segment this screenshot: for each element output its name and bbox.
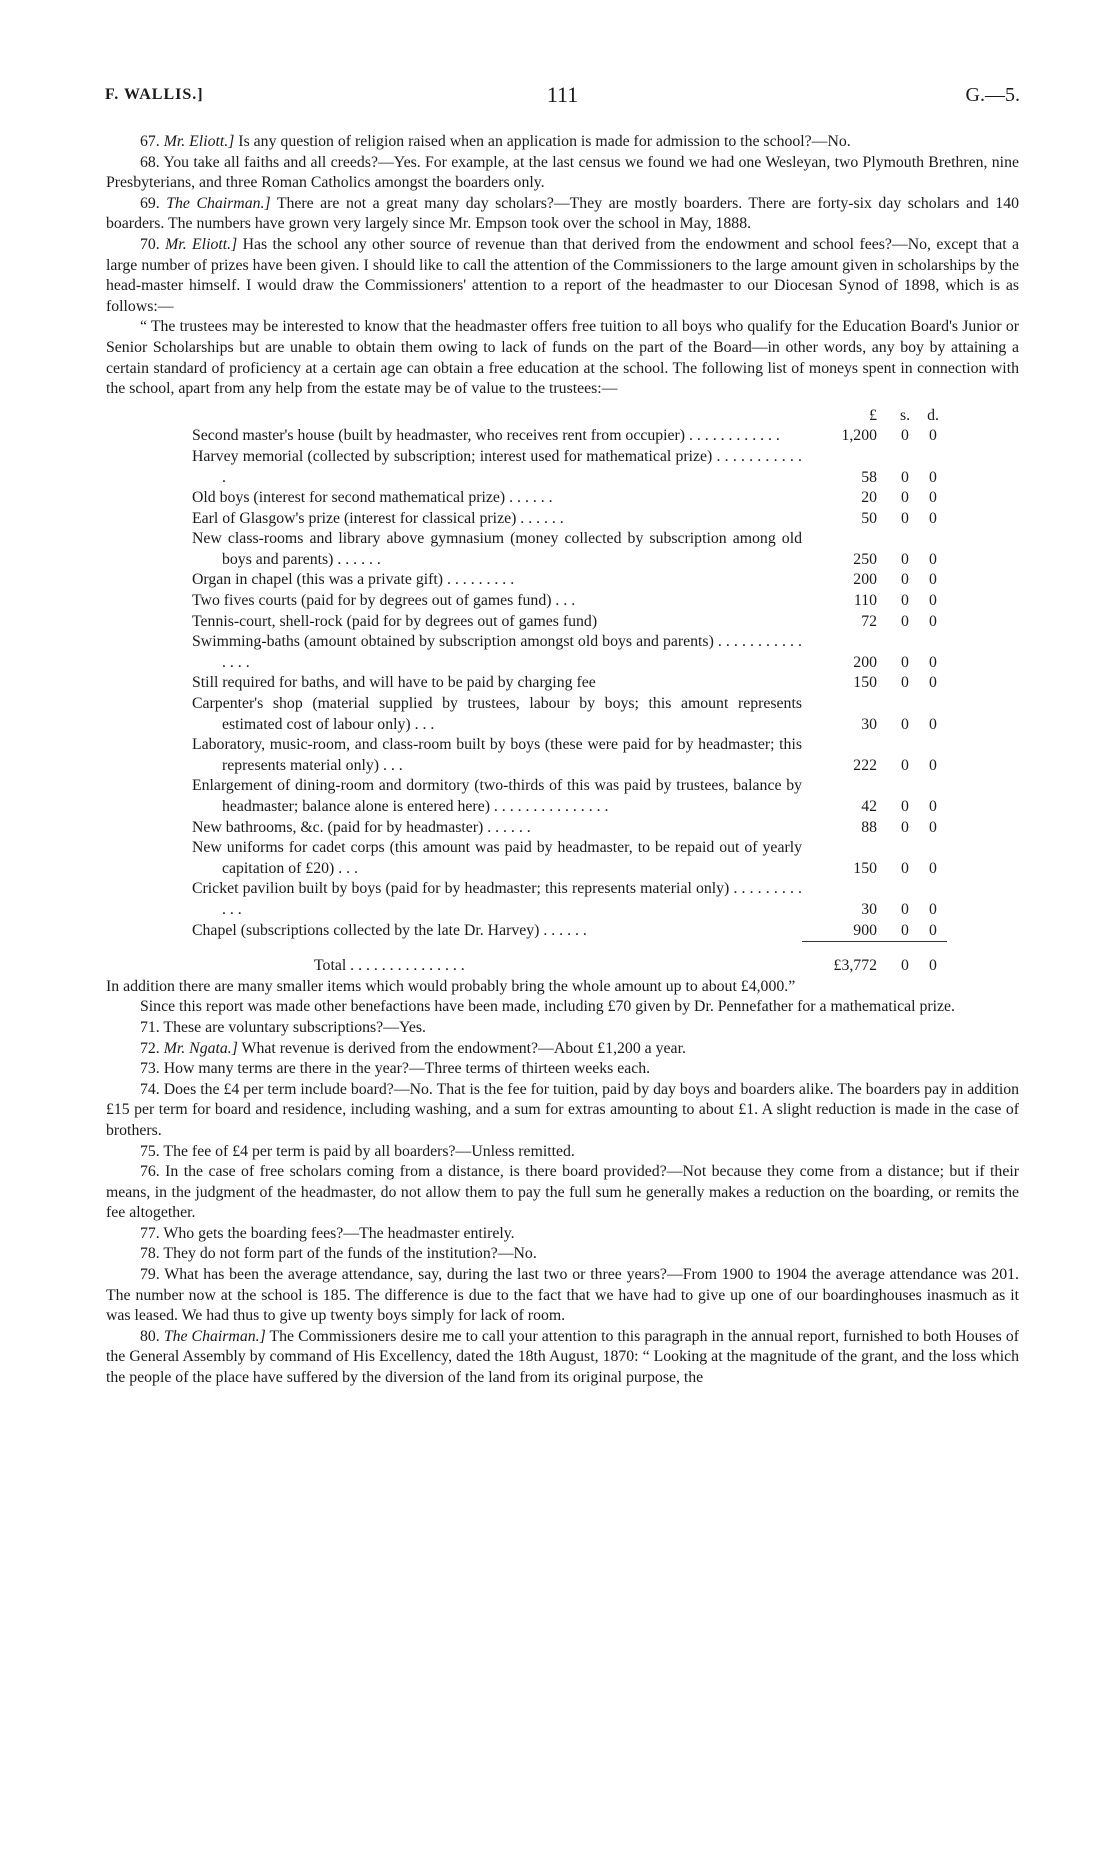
paragraph-text: Who gets the boarding fees?—The headmaster entirely. (163, 1224, 515, 1242)
item-description: Earl of Glasgow's prize (interest for classical prize) . . . . . . (192, 509, 564, 527)
amount-shillings: 0 (901, 921, 909, 939)
item-description: Carpenter's shop (material supplied by trustees, labour by boys; this amount represents estimated cost of labour only) . . . (192, 695, 802, 733)
paragraph-number: 73. (140, 1060, 160, 1078)
paragraph-73 (106, 1059, 1019, 1080)
amount-pounds: 30 (861, 715, 877, 733)
moneys-table (192, 406, 947, 977)
amount-pounds: 200 (853, 571, 877, 589)
amount-shillings: 0 (901, 550, 909, 568)
item-description: Cricket pavilion built by boys (paid for by headmaster; this represents material only) . . . . . . . . . . . . (192, 880, 802, 918)
item-description: Enlargement of dining-room and dormitory (two-thirds of this was paid by trustees, balance by headmaster; balance alone is entered here) . . . . . . . . . . . . . . . (192, 777, 802, 815)
paragraph-text: The Commissioners desire me to call your attention to this paragraph in the annual report, furnished to both Houses of the General Assembly by command of His Excellency, dated the 18th August, 1870: “ Looking at the magnitude of the grant, and the loss which the people of the place have suffered by the diversion of the land from its original purpose, the (106, 1327, 1019, 1387)
item-description: Two fives courts (paid for by degrees out of games fund) . . . (192, 592, 576, 610)
paragraph-76 (106, 1162, 1019, 1224)
table-row (192, 921, 947, 942)
page-body (106, 132, 1019, 1389)
after-quote: Since this report was made other benefactions have been made, including £70 given by Dr. Pennefather for a mathematical prize. (140, 998, 956, 1016)
paragraph-text: What revenue is derived from the endowment?—About £1,200 a year. (237, 1039, 686, 1057)
amount-pounds: 150 (853, 859, 877, 877)
table-row (192, 632, 947, 673)
paragraph-number: 80. (140, 1327, 160, 1345)
amount-shillings: 0 (901, 653, 909, 671)
amount-pence: 0 (929, 550, 937, 568)
amount-pence: 0 (929, 571, 937, 589)
item-description: Tennis-court, shell-rock (paid for by degrees out of games fund) (192, 612, 598, 630)
amount-pence: 0 (929, 715, 937, 733)
table-row (192, 447, 947, 488)
amount-shillings: 0 (901, 900, 909, 918)
table-row (192, 776, 947, 817)
paragraph-text: Has the school any other source of revenue than that derived from the endowment and school fees?—No, except that a large number of prizes have been given. I should like to call the attention of the Commissioners to the large amount given in scholarships by the head-master himself. I would draw the Commissioners' attention to a report of the headmaster to our Diocesan Synod of 1898, which is as follows:— (106, 235, 1020, 315)
paragraph-number: 68. (140, 153, 160, 171)
item-description: Laboratory, music-room, and class-room built by boys (these were paid for by headmaster; this represents material only) . . . (192, 736, 802, 774)
speaker-name: Mr. Eliott.] (165, 235, 238, 253)
paragraph-80 (106, 1327, 1019, 1389)
paragraph-text: There are not a great many day scholars?—They are mostly boarders. There are forty-six day scholars and 140 boarders. The numbers have grown very largely since Mr. Empson took over the school in May, 1888. (106, 194, 1019, 233)
paragraph-number: 70. (140, 235, 160, 253)
table-row (192, 612, 947, 633)
amount-shillings: 0 (901, 468, 909, 486)
amount-pence: 0 (929, 612, 937, 630)
item-description: Chapel (subscriptions collected by the late Dr. Harvey) . . . . . . (192, 922, 587, 940)
item-description: Harvey memorial (collected by subscription; interest used for mathematical prize) . . . . . . . . . . . . (192, 447, 802, 486)
amount-pence: 0 (929, 756, 937, 774)
amount-shillings: 0 (901, 715, 909, 733)
col-pounds-header: £ (869, 406, 877, 424)
amount-pence: 0 (929, 859, 937, 877)
table-row (192, 591, 947, 612)
total-shillings: 0 (891, 942, 919, 977)
item-description: Still required for baths, and will have to be paid by charging fee (192, 674, 596, 692)
paragraph-text: You take all faiths and all creeds?—Yes. For example, at the last census we found we had one Wesleyan, two Plymouth Brethren, nine Presbyterians, and three Roman Catholics amongst the boarders only. (106, 153, 1019, 192)
paragraph-text: In the case of free scholars coming from a distance, is there board provided?—Not because they come from a distance; but if their means, in the judgment of the headmaster, do not allow them to pay the full sum he generally makes a reduction on the boarding, or remits the fee altogether. (106, 1163, 1019, 1222)
page-number: 111 (546, 82, 579, 107)
table-row (192, 673, 947, 694)
total-row (192, 942, 947, 977)
amount-pence: 0 (929, 427, 937, 445)
amount-pence: 0 (929, 592, 937, 610)
paragraph-number: 74. (140, 1080, 160, 1098)
amount-shillings: 0 (901, 798, 909, 815)
total-pounds: £3,772 (802, 942, 891, 977)
paragraph-text: Is any question of religion raised when an application is made for admission to the school?—No. (234, 133, 851, 150)
item-description: Organ in chapel (this was a private gift) . . . . . . . . . (192, 571, 515, 589)
paragraph-79 (106, 1265, 1019, 1327)
paragraph-number: 71. (140, 1018, 160, 1036)
paragraph-69 (106, 194, 1019, 235)
amount-pounds: 58 (861, 468, 877, 486)
item-description: New class-rooms and library above gymnasium (money collected by subscription among old boys and parents) . . . . . . (192, 530, 802, 568)
speaker-name: The Chairman.] (166, 194, 271, 212)
amount-pounds: 200 (853, 653, 877, 671)
amount-shillings: 0 (901, 756, 909, 774)
table-row (192, 818, 947, 839)
amount-pounds: 1,200 (841, 427, 877, 445)
col-pence-header: d. (927, 406, 939, 424)
amount-pounds: 250 (853, 550, 877, 568)
amount-pence: 0 (929, 900, 937, 918)
speaker-name: The Chairman.] (163, 1327, 266, 1345)
table-row (192, 879, 947, 920)
paragraph-67 (106, 132, 1019, 153)
report-code: G.—5. (965, 84, 1020, 106)
paragraphs-bottom (106, 1018, 1019, 1389)
paragraph-72 (106, 1039, 1019, 1060)
paragraph-78 (106, 1244, 1019, 1265)
amount-shillings: 0 (901, 612, 909, 630)
table-row (192, 570, 947, 591)
paragraph-70 (106, 235, 1019, 317)
amount-pence: 0 (929, 468, 937, 486)
amount-shillings: 0 (901, 489, 909, 507)
witness-name: F. WALLIS.] (105, 86, 204, 103)
amount-pounds: 222 (853, 756, 877, 774)
amount-pounds: 42 (861, 798, 877, 815)
paragraph-text: How many terms are there in the year?—Three terms of thirteen weeks each. (163, 1060, 651, 1078)
amount-shillings: 0 (901, 427, 909, 445)
amount-shillings: 0 (901, 592, 909, 610)
amount-pounds: 150 (853, 674, 877, 692)
col-shillings-header: s. (899, 406, 911, 424)
amount-shillings: 0 (901, 818, 909, 836)
item-description: Old boys (interest for second mathematical prize) . . . . . . (192, 489, 553, 507)
amount-pounds: 30 (861, 900, 877, 918)
paragraph-text: They do not form part of the funds of the institution?—No. (163, 1245, 537, 1263)
paragraph-text: What has been the average attendance, say, during the last two or three years?—From 1900 to 1904 the average attendance was 201. The number now at the school is 185. The difference is due to the fact that we have had to give up one of our boardinghouses inasmuch as it was leased. We had thus to give up twenty boys simply for lack of room. (106, 1266, 1019, 1325)
paragraph-number: 77. (140, 1224, 160, 1242)
paragraph-number: 76. (140, 1163, 160, 1181)
amount-pounds: 88 (861, 818, 877, 836)
paragraph-number: 72. (140, 1039, 160, 1057)
table-row (192, 529, 947, 570)
amount-pence: 0 (929, 818, 937, 836)
speaker-name: Mr. Eliott.] (163, 133, 235, 150)
speaker-name: Mr. Ngata.] (163, 1039, 238, 1057)
paragraph-77 (106, 1224, 1019, 1245)
item-description: Swimming-baths (amount obtained by subscription amongst old boys and parents) . . . . . . . . . . . . . . . (192, 633, 802, 671)
page-header (105, 82, 1020, 112)
amount-shillings: 0 (901, 571, 909, 589)
item-description: New uniforms for cadet corps (this amount was paid by headmaster, to be repaid out of yearly capitation of £20) . . . (192, 839, 802, 877)
amount-pence: 0 (929, 489, 937, 507)
table-row (192, 488, 947, 509)
table-row (192, 735, 947, 776)
amount-shillings: 0 (901, 674, 909, 692)
total-pence: 0 (919, 942, 947, 977)
amount-pounds: 110 (853, 592, 877, 610)
paragraph-number: 78. (140, 1245, 160, 1263)
amount-pence: 0 (929, 921, 937, 939)
amount-pence: 0 (929, 674, 937, 692)
item-description: New bathrooms, &c. (paid for by headmaster) . . . . . . (192, 818, 531, 836)
paragraph-75 (106, 1142, 1019, 1163)
paragraphs-top (106, 132, 1019, 317)
table-row (192, 509, 947, 530)
paragraph-text: These are voluntary subscriptions?—Yes. (163, 1018, 426, 1036)
paragraph-71 (106, 1018, 1019, 1039)
paragraph-text: Does the £4 per term include board?—No. That is the fee for tuition, paid by day boys and boarders alike. The boarders pay in addition £15 per term for board and residence, including washing, and a sum for extras amounting to about £1. A slight reduction is made in the case of brothers. (106, 1080, 1020, 1139)
total-label: Total . . . . . . . . . . . . . . . (314, 957, 465, 975)
paragraph-number: 69. (140, 194, 160, 212)
amount-pounds: 20 (861, 489, 877, 507)
table-header-row (192, 406, 947, 427)
table-row (192, 694, 947, 735)
amount-pence: 0 (929, 509, 937, 527)
table-row (192, 426, 947, 447)
paragraph-74 (106, 1080, 1019, 1142)
quote-intro: “ The trustees may be interested to know that the headmaster offers free tuition to all boys who qualify for the Education Board's Junior or Senior Scholarships but are unable to obtain them owing to lack of funds on the part of the Board—in other words, any boy by attaining a certain standard of proficiency at a certain age can obtain a free education at the school. The following list of moneys spent in connection with the school, apart from any help from the estate may be of value to the trustees:— (106, 318, 1019, 398)
paragraph-number: 75. (140, 1142, 160, 1160)
amount-pence: 0 (929, 653, 937, 671)
table-row (192, 838, 947, 879)
amount-pounds: 900 (853, 921, 877, 939)
amount-pence: 0 (929, 798, 937, 815)
paragraph-68 (106, 153, 1019, 194)
amount-pounds: 50 (861, 509, 877, 527)
amount-shillings: 0 (901, 859, 909, 877)
paragraph-number: 67. (140, 133, 160, 150)
quote-close: In addition there are many smaller items which would probably bring the whole amount up to about £4,000.” (106, 977, 796, 995)
paragraph-text: The fee of £4 per term is paid by all boarders?—Unless remitted. (163, 1142, 575, 1160)
item-description: Second master's house (built by headmaster, who receives rent from occupier) . . . . . . . . . . . . (192, 427, 780, 445)
paragraph-number: 79. (140, 1266, 160, 1284)
amount-shillings: 0 (901, 509, 909, 527)
amount-pounds: 72 (861, 612, 877, 630)
